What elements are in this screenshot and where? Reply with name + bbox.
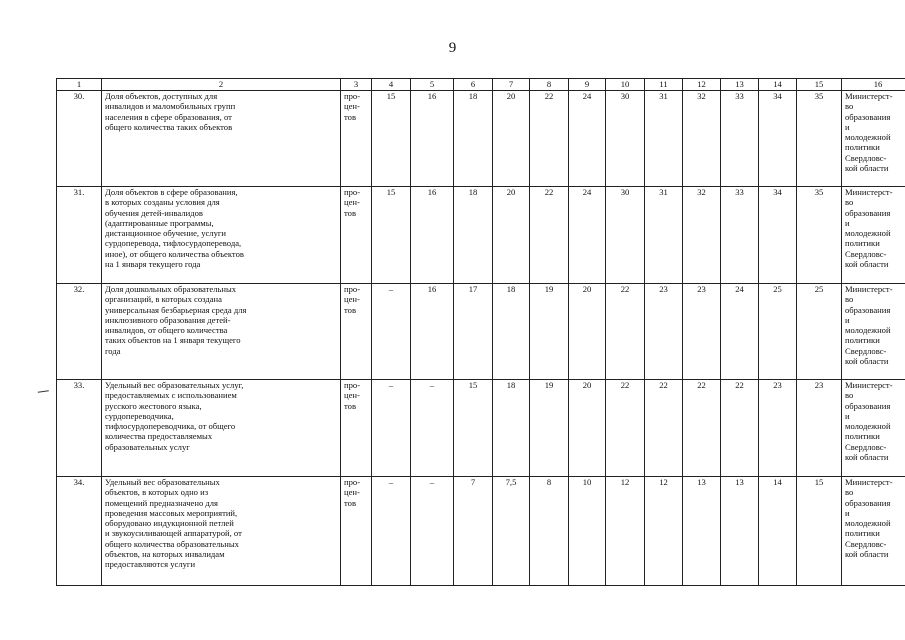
value-cell: – [411,477,454,586]
column-header: 8 [530,79,569,91]
responsible-text: Министерст- во образования и молодежной политики Свердловс- кой области [845,380,893,463]
table-row [57,477,905,586]
column-header: 2 [102,79,341,91]
value-cell: 31 [645,91,683,187]
value-cell: 22 [606,380,645,477]
value-cell: 31 [645,187,683,284]
value-cell: 23 [797,380,842,477]
value-cell: 35 [797,187,842,284]
value-cell: 22 [530,187,569,284]
row-number: 30. [57,91,102,187]
responsible-text: Министерст- во образования и молодежной политики Свердловс- кой области [845,477,893,560]
responsible-text: Министерст- во образования и молодежной политики Свердловс- кой области [845,91,893,174]
value-cell: 30 [606,91,645,187]
value-cell: 20 [569,284,606,380]
indicators-table [56,78,905,586]
value-cell: 34 [759,91,797,187]
responsible-cell [842,284,905,380]
value-cell: 12 [606,477,645,586]
column-header: 4 [372,79,411,91]
row-number: 31. [57,187,102,284]
value-cell: 24 [569,91,606,187]
margin-mark [38,390,49,395]
responsible-text: Министерст- во образования и молодежной политики Свердловс- кой области [845,187,893,270]
column-header: 16 [842,79,905,91]
value-cell: 18 [454,91,493,187]
value-cell: – [411,380,454,477]
value-cell: 19 [530,284,569,380]
value-cell: 33 [721,91,759,187]
value-cell: 19 [530,380,569,477]
value-cell: 15 [454,380,493,477]
value-cell: 22 [683,380,721,477]
value-cell: 7 [454,477,493,586]
value-cell: 22 [645,380,683,477]
table-row [57,91,905,187]
value-cell: 14 [759,477,797,586]
value-cell: – [372,284,411,380]
value-cell: 18 [454,187,493,284]
unit-cell [341,187,372,284]
unit-text: про- цен- тов [344,380,361,411]
value-cell: 20 [569,380,606,477]
value-cell: 25 [797,284,842,380]
value-cell: 7,5 [493,477,530,586]
unit-cell [341,380,372,477]
unit-text: про- цен- тов [344,91,361,122]
column-header: 6 [454,79,493,91]
column-header: 12 [683,79,721,91]
value-cell: 34 [759,187,797,284]
indicator-name-text: Доля дошкольных образовательных организаций, в которых создана универсальная безбарьерная среда для инклюзивного образования детей- инвалидов, от общего количества таких объектов на 1 января текущего года [105,284,247,356]
value-cell: 16 [411,91,454,187]
value-cell: 23 [683,284,721,380]
value-cell: 22 [606,284,645,380]
value-cell: 25 [759,284,797,380]
column-header: 15 [797,79,842,91]
value-cell: 15 [372,91,411,187]
indicator-name [102,284,341,380]
value-cell: 13 [683,477,721,586]
unit-cell [341,91,372,187]
column-header: 11 [645,79,683,91]
value-cell: 32 [683,187,721,284]
unit-cell [341,477,372,586]
unit-text: про- цен- тов [344,477,361,508]
value-cell: 23 [759,380,797,477]
value-cell: 24 [721,284,759,380]
row-number: 32. [57,284,102,380]
column-header: 9 [569,79,606,91]
value-cell: 8 [530,477,569,586]
value-cell: 13 [721,477,759,586]
value-cell: 17 [454,284,493,380]
value-cell: 22 [721,380,759,477]
value-cell: 18 [493,284,530,380]
value-cell: 16 [411,284,454,380]
column-header: 1 [57,79,102,91]
value-cell: 12 [645,477,683,586]
column-header: 7 [493,79,530,91]
value-cell: 32 [683,91,721,187]
value-cell: 20 [493,91,530,187]
value-cell: 20 [493,187,530,284]
row-number: 33. [57,380,102,477]
value-cell: 10 [569,477,606,586]
value-cell: 22 [530,91,569,187]
value-cell: 15 [372,187,411,284]
table-row [57,187,905,284]
indicator-name [102,477,341,586]
column-header: 13 [721,79,759,91]
indicator-name-text: Удельный вес образовательных услуг, предоставляемых с использованием русского жестового языка, сурдопереводчика, тифлосурдопереводчика, от общего количества предоставляемых образовательных услуг [105,380,244,452]
unit-cell [341,284,372,380]
column-header: 10 [606,79,645,91]
value-cell: 15 [797,477,842,586]
unit-text: про- цен- тов [344,187,361,218]
indicator-name-text: Доля объектов, доступных для инвалидов и маломобильных групп населения в сфере образования, от общего количества таких объектов [105,91,236,132]
value-cell: 23 [645,284,683,380]
responsible-cell [842,380,905,477]
header-row [57,79,905,91]
responsible-cell [842,91,905,187]
page-number: 9 [448,40,457,56]
value-cell: – [372,380,411,477]
table-row [57,284,905,380]
value-cell: 24 [569,187,606,284]
indicator-name [102,380,341,477]
indicator-name-text: Удельный вес образовательных объектов, в которых одно из помещений предназначено для проведения массовых мероприятий, оборудовано индукционной петлей и звукоусиливающей аппаратурой, от общего количества образовательных объектов, на которых инвалидам предоставляются услуги [105,477,242,570]
value-cell: 18 [493,380,530,477]
row-number: 34. [57,477,102,586]
column-header: 14 [759,79,797,91]
table-row [57,380,905,477]
column-header: 3 [341,79,372,91]
responsible-text: Министерст- во образования и молодежной политики Свердловс- кой области [845,284,893,367]
responsible-cell [842,187,905,284]
value-cell: 16 [411,187,454,284]
value-cell: 30 [606,187,645,284]
indicator-name [102,91,341,187]
indicator-name-text: Доля объектов в сфере образования, в которых созданы условия для обучения детей-инвалидов (адаптированные программы, дистанционное обучение, услуги сурдоперевода, тифлосурдоперевода, иное), от общего количества объектов на 1 января текущего года [105,187,244,270]
value-cell: 35 [797,91,842,187]
column-header: 5 [411,79,454,91]
responsible-cell [842,477,905,586]
indicator-name [102,187,341,284]
value-cell: – [372,477,411,586]
value-cell: 33 [721,187,759,284]
unit-text: про- цен- тов [344,284,361,315]
